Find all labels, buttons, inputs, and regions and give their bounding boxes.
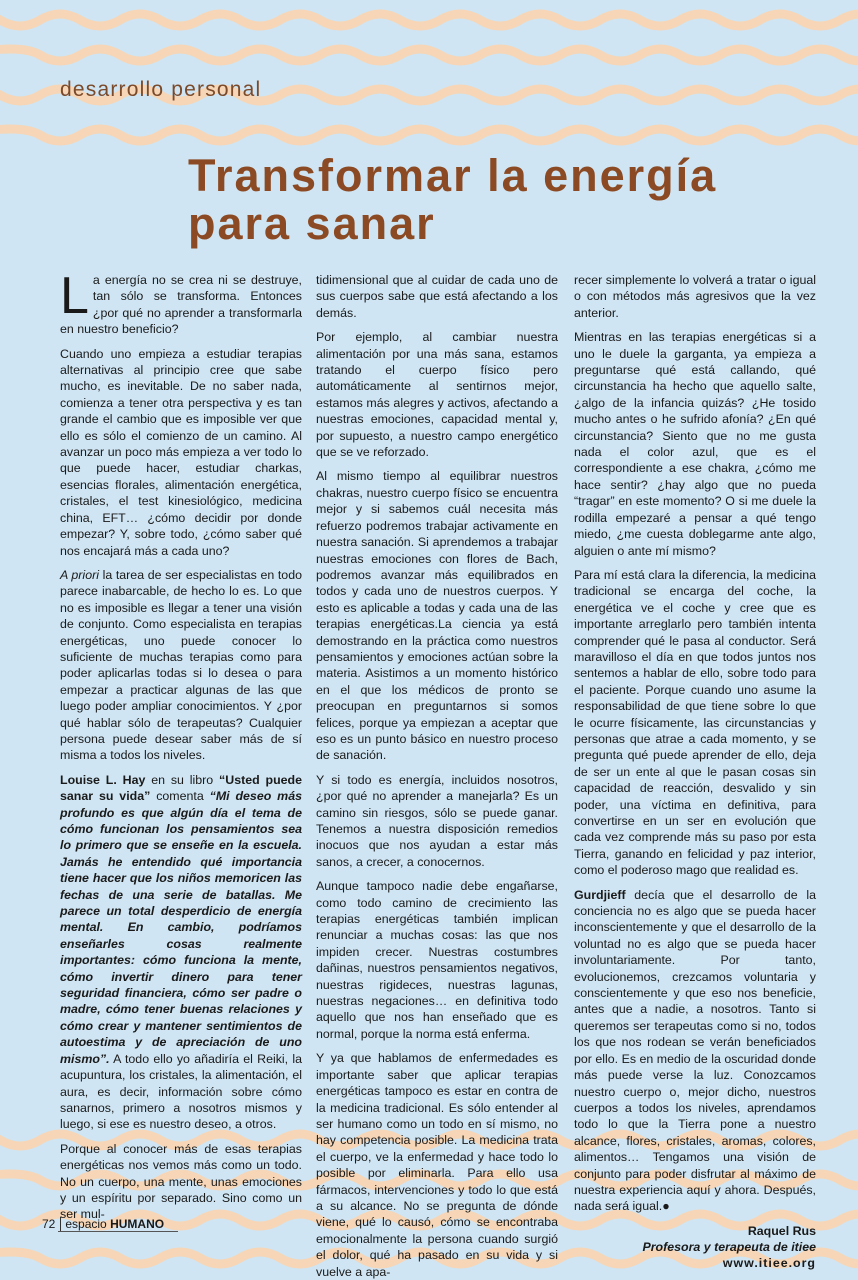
signature-website: www.itiee.org [722,1255,816,1270]
paragraph: Aunque tampoco nadie debe engañarse, como todo camino de crecimiento las terapias energéticas también implican renunciar a muchas cosas: las que nos impiden crecer. Nuestras costumbres dañinas, nuestros pensamientos negativos, nuestras rigideces, nuestras lagunas, nuestras negaciones… en definitiva todo aquello que nos han enseñado que es normal, porque la norma está enferma. [316,879,558,1041]
paragraph: Cuando uno empieza a estudiar terapias alternativas al principio cree que sabe mucho, es inevitable. De no saber nada, comienza a tener otra perspectiva y es tan grande el cambio que es imposible ver que ello es sólo el comienzo de un camino. Al avanzar un poco más empieza a ver todo lo que puede hacer, estudiar charkas, esencias florales, alimentación energética, cristales, el test kinesiológico, medicina china, EFT… ¿cómo decidir por donde empezar? Y, sobre todo, ¿cómo saber qué nos encajará más a cada uno? [60,346,302,558]
wave-stroke [0,49,858,61]
quote: “Mi deseo más profundo es que algún día el tema de cómo funcionan los pensamientos sea lo primero que se enseñe en la escuela. Jamás he entendido qué importancia tiene hacer que los niños memoricen las fechas de una serie de batallas. Me parece un total desperdicio de energía mental. En cambio, podríamos enseñarles cosas realmente importantes: cómo funciona la mente, cómo invertir dinero para tener seguridad financiera, cómo ser padre o madre, cómo tener buenas relaciones y cómo crear y mantener sentimientos de autoestima y de apreciación de uno mismo”. [60,789,302,1066]
paragraph: Y si todo es energía, incluidos nosotros, ¿por qué no aprender a manejarla? Es un camino sin riesgos, sólo se puede ganar. Tenemos a nuestra disposición remedios inocuos que nos ayudan a estar más sanos, a crecer, a conocernos. [316,772,558,869]
paragraph: Por ejemplo, al cambiar nuestra alimentación por una más sana, estamos tratando el cuerpo físico pero automáticamente al sentirnos mejor, estamos más alegres y activos, afectando a nuestras emociones, capacidad mental y, por supuesto, a nuestro campo energético que se ve reforzado. [316,330,558,460]
paragraph: tidimensional que al cuidar de cada uno de sus cuerpos sabe que está afectando a los demás. [316,273,558,320]
signature-role: Profesora y terapeuta de itiee [642,1239,816,1254]
paragraph: Louise L. Hay en su libro “Usted puede sanar su vida” comenta “Mi deseo más profundo es que algún día el tema de cómo funcionan los pensamientos sea lo primero que se enseñe en la escuela. Jamás he entendido qué importancia tiene hacer que los niños memoricen las fechas de una serie de batallas. Me parece un total desperdicio de energía mental. En cambio, podríamos enseñarles cosas realmente importantes: cómo funciona la mente, cómo invertir dinero para tener seguridad financiera, cómo ser padre o madre, cómo tener buenas relaciones y cómo crear y mantener sentimientos de autoestima y de apreciación de uno mismo”. A todo ello yo añadiría el Reiki, la acupuntura, los cristales, la alimentación, el aura, es decir, información sobre cómo sanarnos, primero a nosotros mismos y luego, si ese es nuestro deseo, a otros. [60,772,302,1132]
signature [574,1223,816,1271]
footer-rule [58,1231,178,1232]
column-3 [574,272,816,1270]
paragraph: recer simplemente lo volverá a tratar o igual o con métodos más agresivos que la vez anterior. [574,273,816,320]
wave-stroke [0,14,858,26]
paragraph: Porque al conocer más de esas terapias energéticas nos vemos más como un todo. No un cuerpo, una mente, unas emociones y un espíritu por separado. Sino como un ser mul- [60,1141,302,1222]
wave-stroke [0,129,858,141]
magazine-name: espacio HUMANO [65,1217,165,1231]
paragraph: Mientras en las terapias energéticas si a uno le duele la garganta, ya empieza a preguntarse qué está callando, qué circunstancia ha hecho que aquello salte, ¿algo de la infancia quizás? ¿He tosido mucho antes o he sufrido afonía? ¿En qué circunstancia? Siento que no me gusta nada el color azul, que es el correspondiente a ese chakra, ¿cómo me hace sentir? ¿hay algo que no pueda “tragar” en este momento? O si me duele la rodilla empezaré a pensar a qué tengo miedo, ¿me cuesta doblegarme ante algo, alguien o ante mí mismo? [574,330,816,558]
paragraph: Al mismo tiempo al equilibrar nuestros chakras, nuestro cuerpo físico se encuentra mejor y si sabemos cuál necesita más refuerzo podremos trabajar activamente en nuestra sanación. Si aprendemos a trabajar nuestras emociones con flores de Bach, podremos avanzar más equilibrados en todos y cada uno de nuestros cuerpos. Y esto es aplicable a todas y cada una de las terapias energéticas.La ciencia ya está demostrando en la práctica como nuestros pensamientos y emociones actúan sobre la materia. Asistimos a un momento histórico en el que los médicos de pronto se preocupan en preguntarnos si somos felices, porque ya empiezan a aceptar que eso es un punto básico en nuestro proceso de sanación. [316,469,558,763]
book-title: “Usted puede sanar su vida” [60,772,302,804]
author-name: Louise L. Hay [60,772,146,787]
column-2 [316,272,558,1279]
page-footer [42,1217,164,1231]
column-1 [60,267,302,1222]
section-label: desarrollo personal [60,78,262,101]
signature-name: Raquel Rus [747,1223,816,1238]
page-number: 72 [42,1217,61,1231]
paragraph: Gurdjieff decía que el desarrollo de la conciencia no es algo que se pueda hacer inconscientemente y que el desarrollo de la voluntad no es algo que se pueda hacer involuntariamente. Por tanto, evolucionemos, crezcamos voluntaria y conscientemente y que eso nos beneficie, antes que a nadie, a nosotros. Tanto si queremos ser terapeutas como si no, todos los que nos rodean se verán beneficiados por ello. Es en medio de la oscuridad donde más puede verse la luz. Conozcamos nuestro cuerpo o, mejor dicho, nuestros cuerpos a todos los niveles, aprendamos todo lo que la Tierra pone a nuestro alcance, flores, cristales, aromas, colores, alimentos… Tengamos una visión de conjunto para poder disfrutar al máximo de nuestra experiencia aquí y ahora. Después, nada será igual.● [574,887,816,1214]
paragraph: Para mí está clara la diferencia, la medicina tradicional se encarga del coche, la energética ve el coche y cree que es importante arreglarlo pero también intenta comprender qué le pasa al conductor. Será maravilloso el día en que todos juntos nos sentemos a hablar de ello, sobre todo para el paciente. Porque cuando uno asume la responsabilidad de que tiene sobre lo que le ocurre físicamente, las circunstancias y personas que atrae a cada momento, y se pregunta qué puede aprender de ello, deja de ser un ente al que le pasan cosas sin capacidad de reacción, desvalido y sin poder, una víctima en definitiva, para convertirse en un ser en evolución que cada vez comprende más su paso por esta Tierra, ganando en felicidad y paz interior, como el poderoso mago que realidad es. [574,567,816,878]
end-mark: ● [662,1199,670,1214]
drop-cap: L [60,267,89,325]
title-line-2: para sanar [188,198,436,249]
article-title [188,152,828,248]
paragraph: A priori la tarea de ser especialistas en todo parece inabarcable, de hecho lo es. Lo que no es imposible es llegar a tener una visión de conjunto. Como especialista en terapias energéticas, uno puede conocer lo suficiente de muchas terapias como para poder aplicarlas todas si lo desea o para empezar a practicar algunas de las que luego poder ampliar conocimientos. Y ¿por qué hablar sólo de terapeutas? Cualquier persona puede desear saber más de sí misma a todos los niveles. [60,567,302,763]
paragraph: Y ya que hablamos de enfermedades es importante saber que aplicar terapias energéticas tampoco es estar en contra de la medicina tradicional. Es sólo entender al ser humano como un todo en sí mismo, no hay competencia posible. La medicina trata el cuerpo, ve la enfermedad y hace todo lo posible por eliminarla. Para ello usa fármacos, intervenciones y todo lo que está a su alcance. No se pregunta de dónde viene, qué lo causó, cómo se encontraba emocionalmente la persona cuando surgió el dolor, qué ha pasado en su vida y si vuelve a apa- [316,1051,558,1279]
paragraph: La energía no se crea ni se destruye, tan sólo se transforma. Entonces ¿por qué no aprender a transformarla en nuestro beneficio? [60,267,302,337]
title-line-1: Transformar la energía [188,150,718,201]
author-name: Gurdjieff [574,887,626,902]
